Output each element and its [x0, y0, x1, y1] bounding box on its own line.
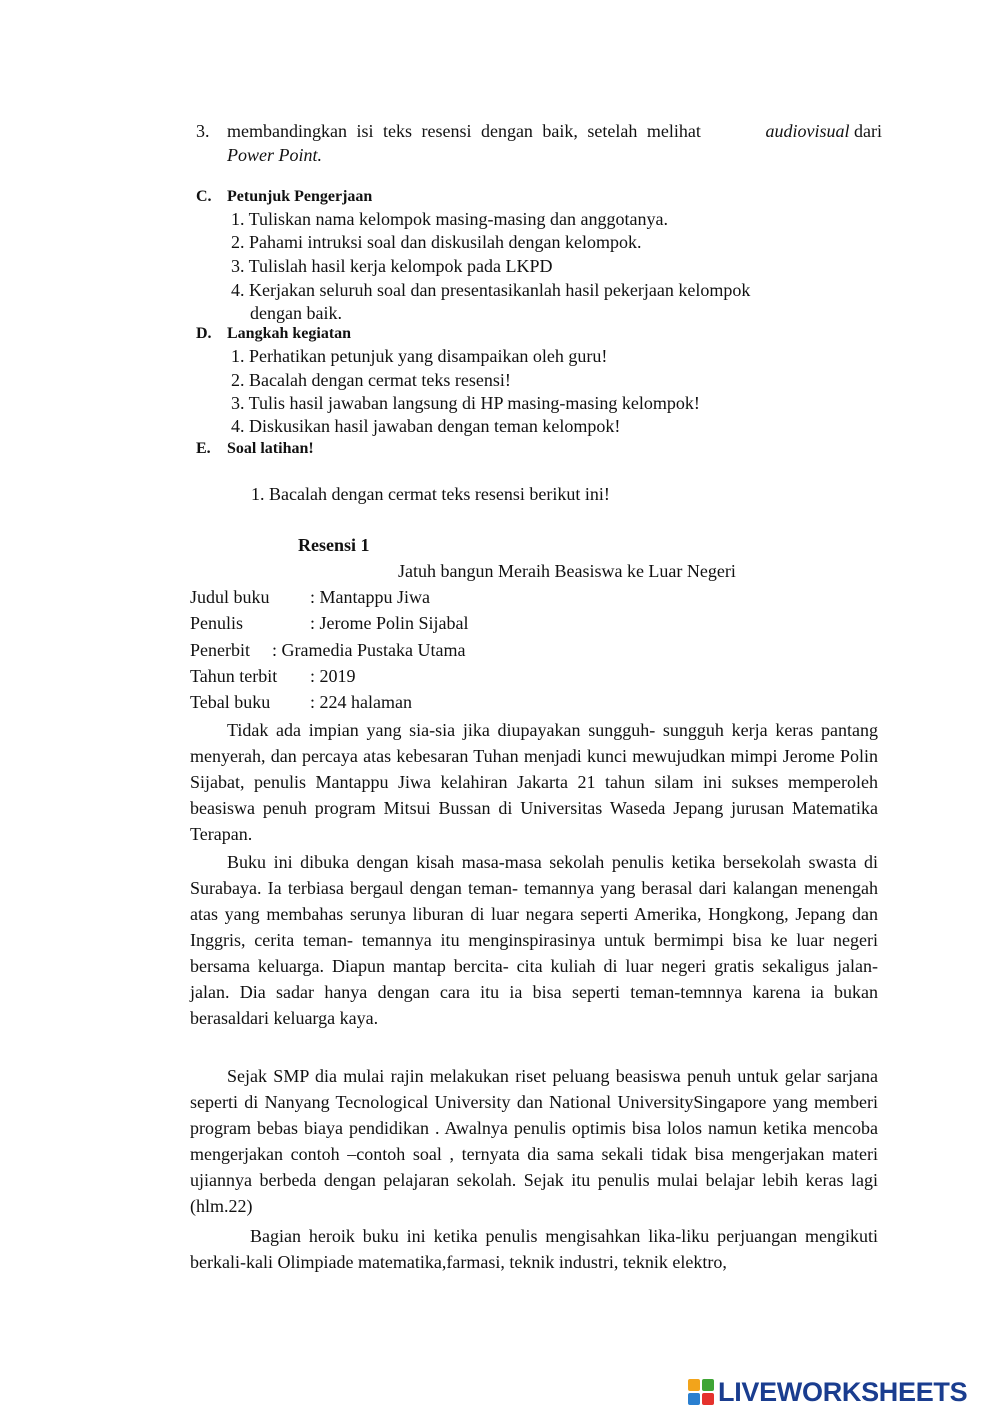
- review-paragraph: Sejak SMP dia mulai rajin melakukan riset peluang beasiswa penuh untuk gelar sarjana seperti di Nanyang Tecnological University dan National UniversitySingapore yang memberi program bebas biaya pendidikan . Awalnya penulis optimis bisa lolos namun ketika mencoba mengerjakan contoh –contoh soal , ternyata dia sama sekali tidak bisa mengerjakan materi ujiannya berbeda dengan pelajaran sekolah. Sejak itu penulis mulai belajar lebih keras lagi (hlm.22): [190, 1066, 878, 1216]
- meta-value: : Mantappu Jiwa: [310, 587, 430, 607]
- meta-label: Penulis: [190, 613, 244, 633]
- resensi-heading: Resensi 1: [298, 535, 370, 555]
- objective-after: dari: [854, 121, 882, 141]
- objective-number: 3.: [196, 121, 210, 141]
- section-e-letter: E.: [196, 440, 211, 457]
- section-d-letter: D.: [196, 325, 212, 342]
- liveworksheets-logo: [688, 1377, 967, 1407]
- objective-line-1: [227, 121, 882, 142]
- section-c-item: 1. Tuliskan nama kelompok masing-masing dan anggotanya.: [231, 209, 668, 229]
- section-d-title: Langkah kegiatan: [227, 325, 352, 342]
- meta-label: Penerbit: [190, 640, 250, 660]
- meta-value: : Jerome Polin Sijabal: [310, 613, 469, 633]
- objective-line-2: Power Point.: [227, 145, 322, 165]
- logo-text: LIVEWORKSHEETS: [718, 1376, 968, 1407]
- meta-value: : Gramedia Pustaka Utama: [272, 640, 466, 660]
- section-d-item: 3. Tulis hasil jawaban langsung di HP masing-masing kelompok!: [231, 393, 700, 413]
- logo-square: [688, 1393, 700, 1405]
- review-paragraph: Bagian heroik buku ini ketika penulis mengisahkan lika-liku perjuangan mengikuti berkali-kali Olimpiade matematika,farmasi, teknik industri, teknik elektro,: [190, 1226, 878, 1272]
- resensi-title: Jatuh bangun Meraih Beasiswa ke Luar Negeri: [398, 561, 736, 581]
- section-d-item: 1. Perhatikan petunjuk yang disampaikan oleh guru!: [231, 346, 608, 366]
- meta-label: Tahun terbit: [190, 666, 278, 686]
- review-paragraph: Tidak ada impian yang sia-sia jika diupayakan sungguh- sungguh kerja keras pantang menyerah, dan percaya atas kebesaran Tuhan menjadi kunci mewujudkan mimpi Jerome Polin Sijabat, penulis Mantappu Jiwa kelahiran Jakarta 21 tahun silam ini sukses memperoleh beasiswa penuh program Mitsui Bussan di Universitas Waseda Jepang jurusan Matematika Terapan.: [190, 720, 878, 844]
- objective-tail: [766, 121, 882, 142]
- logo-square: [702, 1379, 714, 1391]
- section-d-item: 4. Diskusikan hasil jawaban dengan teman kelompok!: [231, 416, 621, 436]
- logo-mark-icon: [688, 1379, 714, 1405]
- section-c-item: 4. Kerjakan seluruh soal dan presentasikanlah hasil pekerjaan kelompok: [231, 280, 751, 300]
- section-c-item: 2. Pahami intruksi soal dan diskusilah dengan kelompok.: [231, 232, 642, 252]
- objective-italic-term: audiovisual: [765, 121, 850, 141]
- meta-value: : 224 halaman: [310, 692, 412, 712]
- meta-value: : 2019: [310, 666, 356, 686]
- section-d-item: 2. Bacalah dengan cermat teks resensi!: [231, 370, 511, 390]
- meta-label: Judul buku: [190, 587, 270, 607]
- section-c-letter: C.: [196, 188, 212, 205]
- logo-square: [688, 1379, 700, 1391]
- section-c-title: Petunjuk Pengerjaan: [227, 188, 373, 205]
- section-c-item: 3. Tulislah hasil kerja kelompok pada LKPD: [231, 256, 553, 276]
- question-1: 1. Bacalah dengan cermat teks resensi berikut ini!: [251, 484, 610, 504]
- review-paragraph: Buku ini dibuka dengan kisah masa-masa sekolah penulis ketika bersekolah swasta di Surabaya. Ia terbiasa bergaul dengan teman- temannya yang berasal dari kalangan menengah atas yang membahas serunya liburan di luar negara seperti Amerika, Hongkong, Jepang dan Inggris, cerita teman- temannya itu menginspirasinya untuk bermimpi bisa ke luar negeri bersama keluarga. Diapun mantap bercita- cita kuliah di luar negeri gratis sekaligus jalan- jalan. Dia sadar hanya dengan cara itu ia bisa seperti teman-temnnya karena ia bukan berasaldari keluarga kaya.: [190, 852, 878, 1028]
- section-c-item-continuation: dengan baik.: [250, 303, 342, 323]
- meta-label: Tebal buku: [190, 692, 271, 712]
- objective-text: membandingkan isi teks resensi dengan baik, setelah melihat: [227, 121, 701, 141]
- section-e-title: Soal latihan!: [227, 440, 314, 457]
- logo-square: [702, 1393, 714, 1405]
